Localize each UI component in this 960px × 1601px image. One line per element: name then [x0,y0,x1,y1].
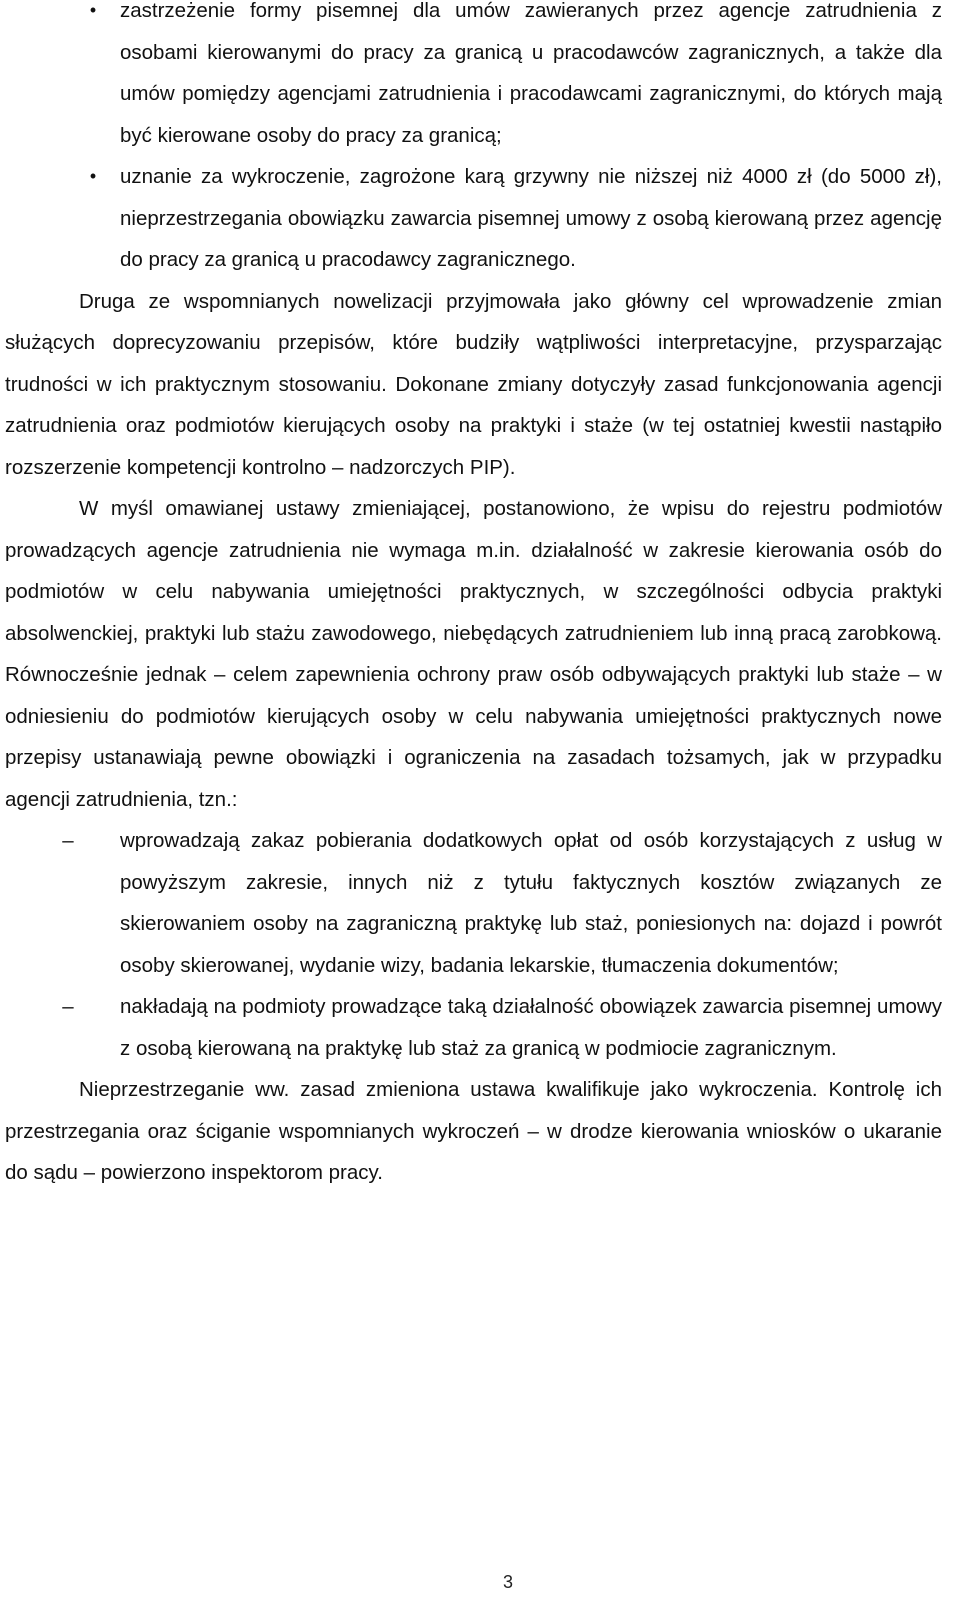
document-body [5,0,942,1194]
page-number: 3 [502,1572,513,1592]
dash-item [5,820,942,986]
dash-item-text: wprowadzają zakaz pobierania dodatkowych opłat od osób korzystających z usług w powyższym zakresie, innych niż z tytułu faktycznych kosztów związanych ze skierowaniem osoby na zagraniczną praktykę lub staż, poniesionych na: dojazd i powrót osoby skierowanej, wydanie wizy, badania lekarskie, tłumaczenia dokumentów; [120,829,942,977]
dash-icon: – [62,829,74,852]
dash-item [5,986,942,1069]
bullet-item [5,156,942,281]
bullet-item [5,0,942,156]
bullet-icon: • [89,166,97,186]
bullet-item-text: uznanie za wykroczenie, zagrożone karą grzywny nie niższej niż 4000 zł (do 5000 zł), nieprzestrzegania obowiązku zawarcia pisemnej umowy z osobą kierowaną przez agencję do pracy za granicą u pracodawcy zagranicznego. [120,165,942,271]
paragraph: W myśl omawianej ustawy zmieniającej, postanowiono, że wpisu do rejestru podmiotów prowadzących agencje zatrudnienia nie wymaga m.in. działalność w zakresie kierowania osób do podmiotów w celu nabywania umiejętności praktycznych, w szczególności odbycia praktyki absolwenckiej, praktyki lub stażu zawodowego, niebędących zatrudnieniem lub inną pracą zarobkową. Równocześnie jednak – celem zapewnienia ochrony praw osób odbywających praktyki lub staże – w odniesieniu do podmiotów kierujących osoby w celu nabywania umiejętności praktycznych nowe przepisy ustanawiają pewne obowiązki i ograniczenia na zasadach tożsamych, jak w przypadku agencji zatrudnienia, tzn.: [5,497,942,811]
dash-list [5,820,942,1069]
bullet-icon: • [89,0,97,20]
bullet-item-text: zastrzeżenie formy pisemnej dla umów zawieranych przez agencje zatrudnienia z osobami kierowanymi do pracy za granicą u pracodawców zagranicznych, a także dla umów pomiędzy agencjami zatrudnienia i pracodawcami zagranicznymi, do których mają być kierowane osoby do pracy za granicą; [120,0,942,147]
dash-item-text: nakładają na podmioty prowadzące taką działalność obowiązek zawarcia pisemnej umowy z osobą kierowaną na praktykę lub staż za granicą w podmiocie zagranicznym. [120,995,942,1060]
paragraph: Druga ze wspomnianych nowelizacji przyjmowała jako główny cel wprowadzenie zmian służących doprecyzowaniu przepisów, które budziły wątpliwości interpretacyjne, przysparzając trudności w ich praktycznym stosowaniu. Dokonane zmiany dotyczyły zasad funkcjonowania agencji zatrudnienia oraz podmiotów kierujących osoby na praktyki i staże (w tej ostatniej kwestii nastąpiło rozszerzenie kompetencji kontrolno – nadzorczych PIP). [5,289,942,479]
bullet-list [5,0,942,281]
paragraph: Nieprzestrzeganie ww. zasad zmieniona ustawa kwalifikuje jako wykroczenia. Kontrolę ich przestrzegania oraz ściganie wspomnianych wykroczeń – w drodze kierowania wniosków o ukaranie do sądu – powierzono inspektorom pracy. [5,1078,942,1184]
dash-icon: – [62,995,74,1018]
